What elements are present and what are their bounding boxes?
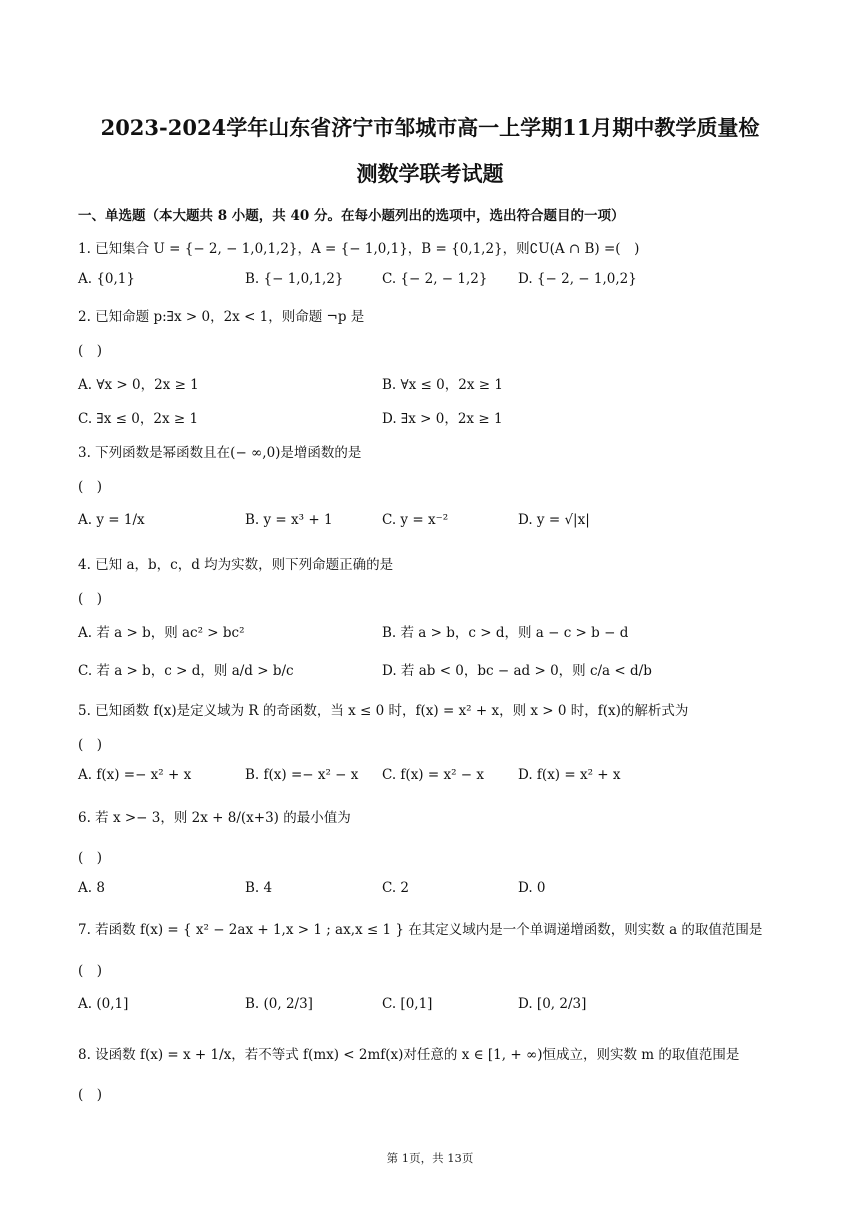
question-7-stem: 7. 若函数 f(x) = { x² − 2ax + 1,x > 1 ; ax,x ≤ 1 } 在其定义域内是一个单调递增函数，则实数 a 的取值范围是: [78, 922, 763, 938]
question-5-stem: 5. 已知函数 f(x)是定义域为 R 的奇函数，当 x ≤ 0 时，f(x) = x² + x，则 x > 0 时，f(x)的解析式为: [78, 703, 689, 719]
question-4-paren: ( ): [78, 591, 103, 607]
question-6-option-d: D. 0: [518, 880, 546, 896]
question-1-option-d: D. {− 2, − 1,0,2}: [518, 271, 637, 287]
question-8-stem: 8. 设函数 f(x) = x + 1/x，若不等式 f(mx) < 2mf(x)对任意的 x ∈ [1, + ∞)恒成立，则实数 m 的取值范围是: [78, 1047, 740, 1063]
question-7-paren: ( ): [78, 963, 103, 979]
question-1-stem: 1. 已知集合 U = {− 2, − 1,0,1,2}，A = {− 1,0,1}，B = {0,1,2}，则∁U(A ∩ B) =( ): [78, 241, 640, 257]
question-7-option-d: D. [0, 2/3]: [518, 996, 587, 1012]
question-2-option-d: D. ∃x > 0，2x ≥ 1: [382, 411, 503, 427]
doc-title-line1: 2023-2024学年山东省济宁市邹城市高一上学期11月期中教学质量检: [100, 115, 760, 140]
question-4-option-d: D. 若 ab < 0，bc − ad > 0，则 c/a < d/b: [382, 663, 652, 679]
question-5-paren: ( ): [78, 737, 103, 753]
question-2-option-a: A. ∀x > 0，2x ≥ 1: [78, 377, 199, 393]
question-6-option-a: A. 8: [78, 880, 105, 896]
question-3-stem: 3. 下列函数是幂函数且在(− ∞,0)是增函数的是: [78, 445, 362, 461]
question-2-option-c: C. ∃x ≤ 0，2x ≥ 1: [78, 411, 199, 427]
question-3-option-c: C. y = x⁻²: [382, 512, 449, 528]
question-3-paren: ( ): [78, 479, 103, 495]
question-5-option-b: B. f(x) =− x² − x: [245, 767, 359, 783]
question-6-option-b: B. 4: [245, 880, 273, 896]
question-2-stem: 2. 已知命题 p:∃x > 0，2x < 1，则命题 ¬p 是: [78, 309, 365, 325]
question-1-option-a: A. {0,1}: [78, 271, 135, 287]
doc-title-line2: 测数学联考试题: [356, 161, 504, 186]
section-header: 一、单选题（本大题共 8 小题，共 40 分。在每小题列出的选项中，选出符合题目的一项）: [78, 208, 625, 224]
question-5-option-c: C. f(x) = x² − x: [382, 767, 485, 783]
question-1-option-b: B. {− 1,0,1,2}: [245, 271, 344, 287]
question-2-option-b: B. ∀x ≤ 0，2x ≥ 1: [382, 377, 503, 393]
question-5-option-a: A. f(x) =− x² + x: [78, 767, 192, 783]
question-8-paren: ( ): [78, 1087, 103, 1103]
question-6-option-c: C. 2: [382, 880, 410, 896]
question-3-option-d: D. y = √|x|: [518, 512, 590, 528]
question-4-option-c: C. 若 a > b，c > d，则 a/d > b/c: [78, 663, 294, 679]
question-7-option-a: A. (0,1]: [78, 996, 129, 1012]
question-4-option-b: B. 若 a > b，c > d，则 a − c > b − d: [382, 625, 629, 641]
question-3-option-a: A. y = 1/x: [78, 512, 145, 528]
question-2-paren: ( ): [78, 343, 103, 359]
question-5-option-d: D. f(x) = x² + x: [518, 767, 621, 783]
question-6-stem: 6. 若 x >− 3，则 2x + 8/(x+3) 的最小值为: [78, 810, 351, 826]
page-footer: 第 1页，共 13页: [386, 1151, 474, 1165]
question-4-option-a: A. 若 a > b，则 ac² > bc²: [78, 625, 245, 641]
question-1-option-c: C. {− 2, − 1,2}: [382, 271, 488, 287]
question-3-option-b: B. y = x³ + 1: [245, 512, 333, 528]
question-7-option-c: C. [0,1]: [382, 996, 433, 1012]
question-7-option-b: B. (0, 2/3]: [245, 996, 313, 1012]
question-6-paren: ( ): [78, 850, 103, 866]
question-4-stem: 4. 已知 a，b，c，d 均为实数，则下列命题正确的是: [78, 557, 394, 573]
